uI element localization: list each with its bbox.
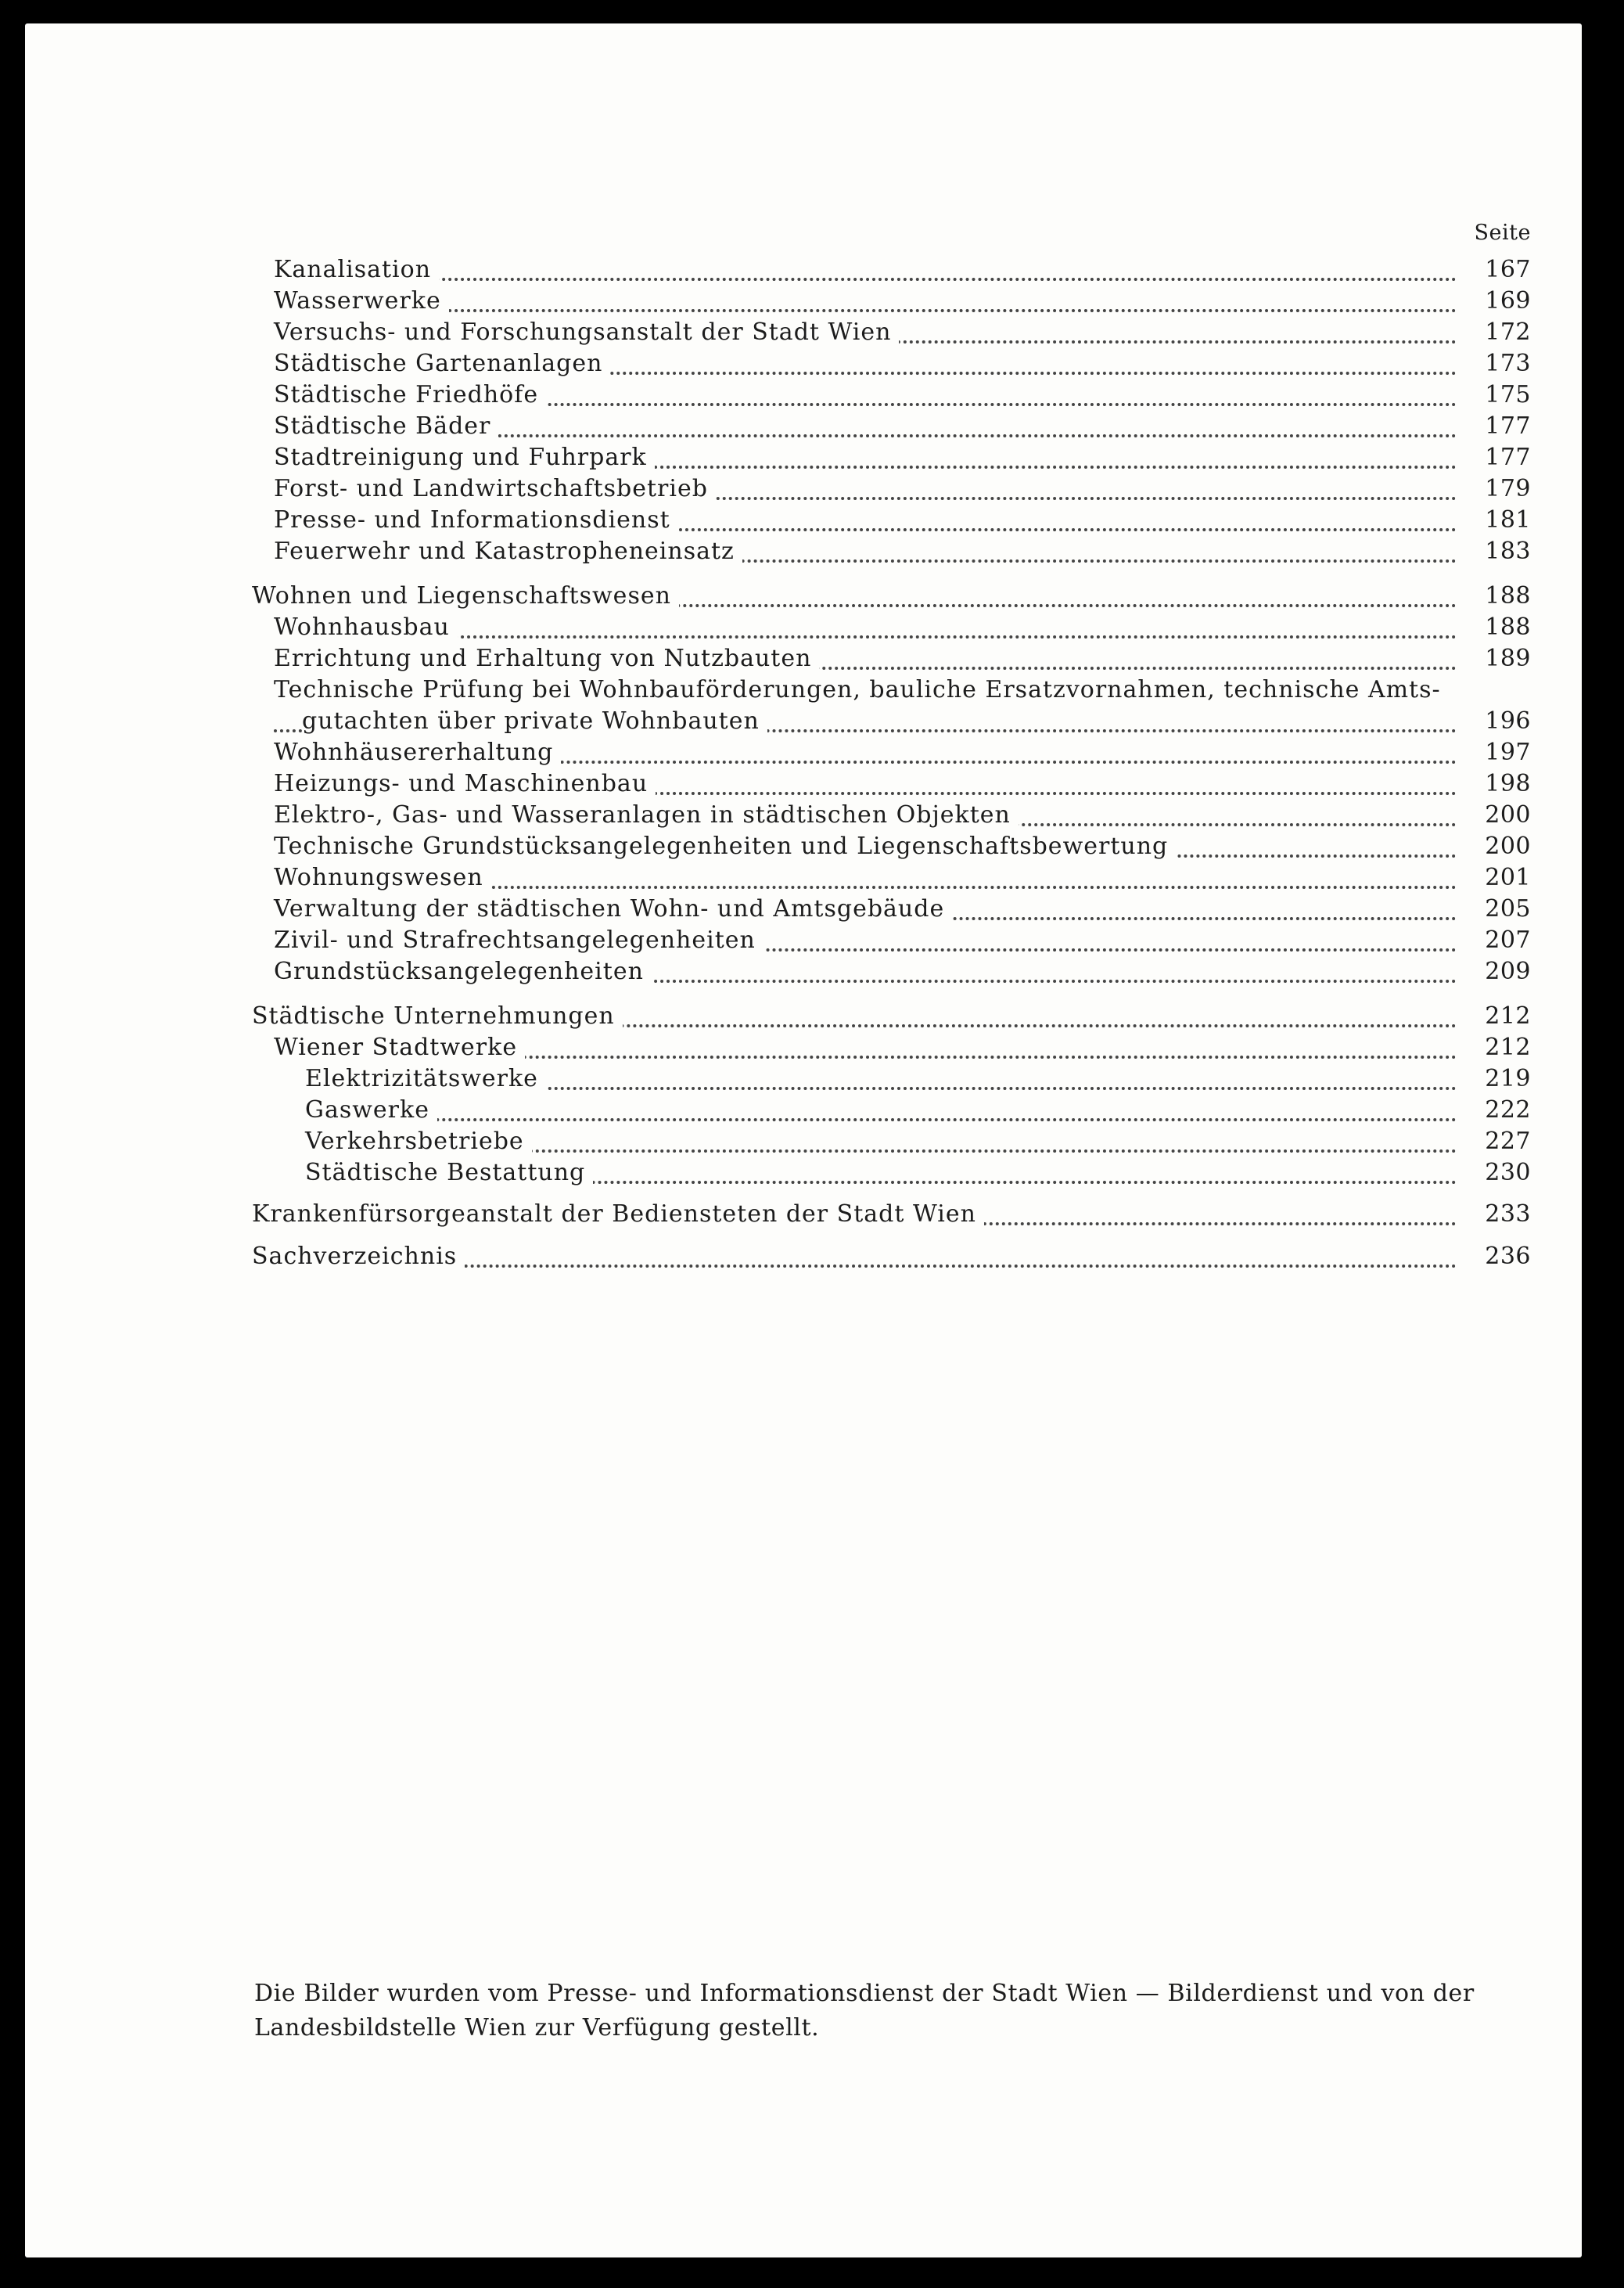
- toc-entry-page-number: 177: [1485, 412, 1531, 440]
- toc-entry-page-number: 233: [1485, 1200, 1531, 1228]
- toc-entry-label: Zivil- und Strafrechtsangelegenheiten: [274, 925, 763, 956]
- toc-entry-page-number: 181: [1485, 506, 1531, 534]
- toc-entry-page-number: 200: [1485, 801, 1531, 829]
- toc-entry-page-number: 222: [1485, 1096, 1531, 1124]
- toc-entry-label: Städtische Gartenanlagen: [274, 348, 610, 380]
- toc-entry-page-number: 169: [1485, 287, 1531, 315]
- toc-entry-label: Versuchs- und Forschungsanstalt der Stadt Wien: [274, 317, 899, 348]
- toc-entry-label: Verkehrsbetriebe: [305, 1126, 532, 1157]
- toc-entry-label-line: Technische Prüfung bei Wohnbauförderungen, bauliche Ersatzvornahmen, technische Amts-: [274, 676, 1441, 703]
- toc-entry-page-number: 179: [1485, 475, 1531, 502]
- toc-entry-page-number: 236: [1485, 1243, 1531, 1270]
- toc-entry: [25, 643, 1582, 675]
- toc-entry-label: Städtische Bäder: [274, 411, 498, 442]
- toc-entry-page-number: 189: [1485, 645, 1531, 672]
- toc-entry-label: Heizungs- und Maschinenbau: [274, 768, 656, 800]
- toc-entry-page-number: 197: [1485, 739, 1531, 766]
- dot-leader: [274, 246, 1457, 281]
- toc-entry-label: Feuerwehr und Katastropheneinsatz: [274, 536, 742, 567]
- toc-entry-page-number: 212: [1485, 1002, 1531, 1030]
- toc-entry-label: Wohnungswesen: [274, 862, 491, 894]
- toc-entry-label: Städtische Friedhöfe: [274, 380, 546, 411]
- toc-entry-label: Sachverzeichnis: [252, 1241, 465, 1272]
- toc-entry-label: Gaswerke: [305, 1095, 437, 1126]
- toc-entry-page-number: 172: [1485, 318, 1531, 346]
- toc-entry-label: Elektro-, Gas- und Wasseranlagen in städtischen Objekten: [274, 800, 1019, 831]
- toc-entry-label: Städtische Unternehmungen: [252, 1001, 623, 1032]
- toc-entry-label: Wiener Stadtwerke: [274, 1032, 525, 1063]
- toc-entry-label: Technische Grundstücksangelegenheiten und Liegenschaftsbewertung: [274, 831, 1176, 862]
- image-credits-note: Die Bilder wurden vom Presse- und Informationsdienst der Stadt Wien — Bilderdienst und von der Landesbildstelle Wien zur Verfügung gestellt.: [254, 1980, 1475, 2042]
- toc-entry-label: Wohnhausbau: [274, 612, 458, 643]
- toc-entry-label: Wohnhäusererhaltung: [274, 737, 561, 768]
- toc-entry-page-number: 201: [1485, 864, 1531, 891]
- toc-entry-page-number: 230: [1485, 1159, 1531, 1186]
- toc-entry-page-number: 207: [1485, 926, 1531, 954]
- toc-entry-page-number: 200: [1485, 833, 1531, 860]
- document-page: [25, 23, 1582, 2257]
- toc-entry-label: Stadtreinigung und Fuhrpark: [274, 442, 655, 473]
- toc-entry-page-number: 188: [1485, 613, 1531, 641]
- toc-entry-page-number: 196: [1485, 707, 1531, 735]
- toc-entry-label: Elektrizitätswerke: [305, 1063, 546, 1095]
- toc-entry-label: Forst- und Landwirtschaftsbetrieb: [274, 473, 716, 505]
- toc-entry: [25, 536, 1582, 567]
- toc-entry-page-number: 175: [1485, 381, 1531, 408]
- dot-leader: [274, 278, 1457, 312]
- toc-entry-page-number: 183: [1485, 538, 1531, 565]
- toc-entry-page-number: 167: [1485, 256, 1531, 283]
- toc-entry-label: Verwaltung der städtischen Wohn- und Amtsgebäude: [274, 894, 952, 925]
- toc-entry-page-number: 219: [1485, 1065, 1531, 1092]
- toc-entry-page-number: 209: [1485, 958, 1531, 985]
- toc-entry-page-number: 205: [1485, 895, 1531, 923]
- toc-entry-label: Kanalisation: [274, 254, 439, 286]
- toc-entry-label: Errichtung und Erhaltung von Nutzbauten: [274, 643, 819, 675]
- toc-entry-page-number: 173: [1485, 350, 1531, 377]
- toc-entry-page-number: 188: [1485, 582, 1531, 610]
- toc-entry-page-number: 227: [1485, 1128, 1531, 1155]
- toc-entry-label: Wohnen und Liegenschaftswesen: [252, 581, 679, 612]
- toc-entry-page-number: 198: [1485, 770, 1531, 797]
- page-column-header: Seite: [1474, 221, 1531, 245]
- toc-entry: [25, 1241, 1582, 1272]
- toc-entry-page-number: 212: [1485, 1034, 1531, 1061]
- toc-entry-label: Wasserwerke: [274, 286, 449, 317]
- toc-entry-label: gutachten über private Wohnbauten: [302, 706, 767, 737]
- toc-entry-label: Grundstücksangelegenheiten: [274, 956, 652, 988]
- toc-entry: [25, 1199, 1582, 1230]
- toc-entry-label: Krankenfürsorgeanstalt der Bediensteten der Stadt Wien: [252, 1199, 984, 1230]
- page-content: [25, 23, 1582, 2257]
- toc-entry-page-number: 177: [1485, 444, 1531, 471]
- toc-entry: [25, 956, 1582, 988]
- toc-entry-label: Presse- und Informationsdienst: [274, 505, 678, 536]
- toc-entry: [25, 1157, 1582, 1189]
- toc-entry-label: Städtische Bestattung: [305, 1157, 593, 1189]
